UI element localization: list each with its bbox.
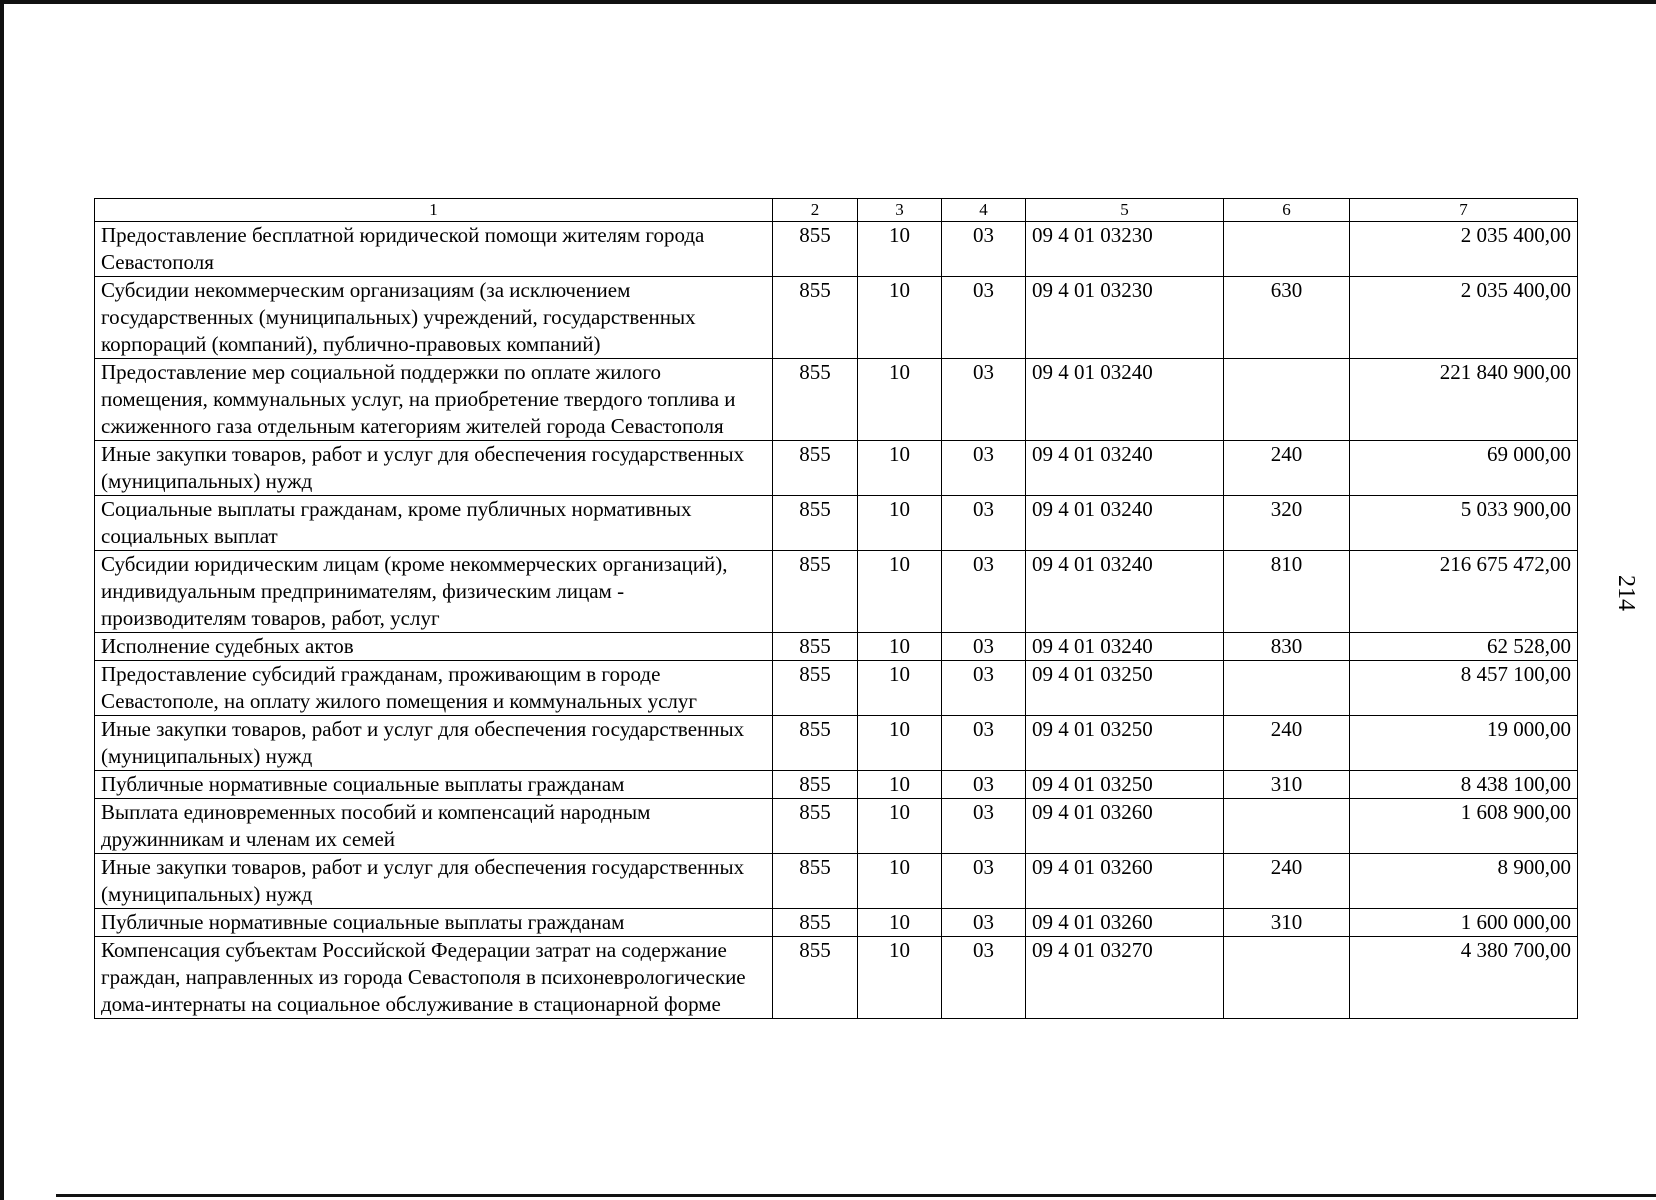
expense-type-cell: 810 <box>1224 551 1350 633</box>
ministry-code-cell: 855 <box>773 771 858 799</box>
table-row <box>95 277 1578 359</box>
target-article-cell: 09 4 01 03260 <box>1026 909 1224 937</box>
amount-cell: 2 035 400,00 <box>1350 277 1578 359</box>
amount-cell: 216 675 472,00 <box>1350 551 1578 633</box>
subsection-cell: 03 <box>942 359 1026 441</box>
ministry-code-cell: 855 <box>773 799 858 854</box>
row-name-cell: Публичные нормативные социальные выплаты гражданам <box>95 771 773 799</box>
target-article-cell: 09 4 01 03240 <box>1026 441 1224 496</box>
table-row <box>95 551 1578 633</box>
ministry-code-cell: 855 <box>773 716 858 771</box>
amount-cell: 5 033 900,00 <box>1350 496 1578 551</box>
expense-type-cell <box>1224 799 1350 854</box>
column-header: 4 <box>942 199 1026 222</box>
column-header: 2 <box>773 199 858 222</box>
row-name-cell: Социальные выплаты гражданам, кроме публичных нормативных социальных выплат <box>95 496 773 551</box>
row-name-cell: Выплата единовременных пособий и компенсаций народным дружинникам и членам их семей <box>95 799 773 854</box>
row-name-cell: Иные закупки товаров, работ и услуг для обеспечения государственных (муниципальных) нужд <box>95 716 773 771</box>
section-cell: 10 <box>858 441 942 496</box>
table-row <box>95 937 1578 1019</box>
table-row <box>95 359 1578 441</box>
ministry-code-cell: 855 <box>773 496 858 551</box>
expense-type-cell: 830 <box>1224 633 1350 661</box>
section-cell: 10 <box>858 771 942 799</box>
target-article-cell: 09 4 01 03240 <box>1026 496 1224 551</box>
table-row <box>95 441 1578 496</box>
section-cell: 10 <box>858 937 942 1019</box>
section-cell: 10 <box>858 551 942 633</box>
subsection-cell: 03 <box>942 854 1026 909</box>
subsection-cell: 03 <box>942 277 1026 359</box>
row-name-cell: Иные закупки товаров, работ и услуг для обеспечения государственных (муниципальных) нужд <box>95 441 773 496</box>
ministry-code-cell: 855 <box>773 633 858 661</box>
expense-type-cell: 240 <box>1224 716 1350 771</box>
expense-type-cell: 320 <box>1224 496 1350 551</box>
row-name-cell: Публичные нормативные социальные выплаты гражданам <box>95 909 773 937</box>
amount-cell: 221 840 900,00 <box>1350 359 1578 441</box>
subsection-cell: 03 <box>942 716 1026 771</box>
target-article-cell: 09 4 01 03250 <box>1026 661 1224 716</box>
ministry-code-cell: 855 <box>773 441 858 496</box>
section-cell: 10 <box>858 359 942 441</box>
section-cell: 10 <box>858 661 942 716</box>
section-cell: 10 <box>858 277 942 359</box>
table-row <box>95 854 1578 909</box>
table-row <box>95 633 1578 661</box>
ministry-code-cell: 855 <box>773 909 858 937</box>
target-article-cell: 09 4 01 03230 <box>1026 277 1224 359</box>
column-header: 3 <box>858 199 942 222</box>
subsection-cell: 03 <box>942 661 1026 716</box>
column-number-header-row <box>95 199 1578 222</box>
subsection-cell: 03 <box>942 771 1026 799</box>
target-article-cell: 09 4 01 03260 <box>1026 799 1224 854</box>
column-header: 1 <box>95 199 773 222</box>
table-row <box>95 222 1578 277</box>
amount-cell: 8 900,00 <box>1350 854 1578 909</box>
page-number: 214 <box>1613 575 1639 611</box>
ministry-code-cell: 855 <box>773 661 858 716</box>
ministry-code-cell: 855 <box>773 359 858 441</box>
target-article-cell: 09 4 01 03240 <box>1026 633 1224 661</box>
expense-type-cell: 630 <box>1224 277 1350 359</box>
section-cell: 10 <box>858 854 942 909</box>
subsection-cell: 03 <box>942 441 1026 496</box>
table-row <box>95 661 1578 716</box>
subsection-cell: 03 <box>942 222 1026 277</box>
row-name-cell: Предоставление мер социальной поддержки по оплате жилого помещения, коммунальных услуг, на приобретение твердого топлива и сжиженного газа отдельным категориям жителей города Севастополя <box>95 359 773 441</box>
section-cell: 10 <box>858 799 942 854</box>
column-header: 6 <box>1224 199 1350 222</box>
expense-type-cell: 240 <box>1224 854 1350 909</box>
ministry-code-cell: 855 <box>773 551 858 633</box>
table-row <box>95 909 1578 937</box>
amount-cell: 1 600 000,00 <box>1350 909 1578 937</box>
ministry-code-cell: 855 <box>773 222 858 277</box>
ministry-code-cell: 855 <box>773 854 858 909</box>
amount-cell: 62 528,00 <box>1350 633 1578 661</box>
section-cell: 10 <box>858 633 942 661</box>
column-header: 7 <box>1350 199 1578 222</box>
scan-border-left <box>0 0 4 1200</box>
column-header: 5 <box>1026 199 1224 222</box>
table-row <box>95 771 1578 799</box>
section-cell: 10 <box>858 716 942 771</box>
target-article-cell: 09 4 01 03240 <box>1026 359 1224 441</box>
scan-border-top <box>0 0 1656 4</box>
row-name-cell: Субсидии юридическим лицам (кроме некоммерческих организаций), индивидуальным предпринимателям, физическим лицам - производителям товаров, работ, услуг <box>95 551 773 633</box>
table-row <box>95 799 1578 854</box>
amount-cell: 4 380 700,00 <box>1350 937 1578 1019</box>
amount-cell: 69 000,00 <box>1350 441 1578 496</box>
section-cell: 10 <box>858 496 942 551</box>
expense-type-cell <box>1224 359 1350 441</box>
subsection-cell: 03 <box>942 633 1026 661</box>
row-name-cell: Иные закупки товаров, работ и услуг для обеспечения государственных (муниципальных) нужд <box>95 854 773 909</box>
target-article-cell: 09 4 01 03270 <box>1026 937 1224 1019</box>
amount-cell: 8 457 100,00 <box>1350 661 1578 716</box>
row-name-cell: Предоставление бесплатной юридической помощи жителям города Севастополя <box>95 222 773 277</box>
subsection-cell: 03 <box>942 799 1026 854</box>
section-cell: 10 <box>858 909 942 937</box>
expense-type-cell: 240 <box>1224 441 1350 496</box>
subsection-cell: 03 <box>942 496 1026 551</box>
expense-type-cell <box>1224 222 1350 277</box>
scan-border-bottom <box>56 1194 1656 1197</box>
row-name-cell: Компенсация субъектам Российской Федерации затрат на содержание граждан, направленных из города Севастополя в психоневрологические дома-интернаты на социальное обслуживание в стационарной форме <box>95 937 773 1019</box>
subsection-cell: 03 <box>942 551 1026 633</box>
amount-cell: 8 438 100,00 <box>1350 771 1578 799</box>
expense-type-cell <box>1224 937 1350 1019</box>
expense-type-cell: 310 <box>1224 771 1350 799</box>
row-name-cell: Исполнение судебных актов <box>95 633 773 661</box>
ministry-code-cell: 855 <box>773 937 858 1019</box>
table-row <box>95 716 1578 771</box>
subsection-cell: 03 <box>942 937 1026 1019</box>
ministry-code-cell: 855 <box>773 277 858 359</box>
subsection-cell: 03 <box>942 909 1026 937</box>
row-name-cell: Предоставление субсидий гражданам, проживающим в городе Севастополе, на оплату жилого помещения и коммунальных услуг <box>95 661 773 716</box>
expense-type-cell <box>1224 661 1350 716</box>
budget-table <box>94 198 1578 1019</box>
amount-cell: 19 000,00 <box>1350 716 1578 771</box>
target-article-cell: 09 4 01 03250 <box>1026 716 1224 771</box>
target-article-cell: 09 4 01 03260 <box>1026 854 1224 909</box>
amount-cell: 2 035 400,00 <box>1350 222 1578 277</box>
section-cell: 10 <box>858 222 942 277</box>
target-article-cell: 09 4 01 03250 <box>1026 771 1224 799</box>
table-row <box>95 496 1578 551</box>
expense-type-cell: 310 <box>1224 909 1350 937</box>
row-name-cell: Субсидии некоммерческим организациям (за исключением государственных (муниципальных) учреждений, государственных корпораций (компаний), публично-правовых компаний) <box>95 277 773 359</box>
target-article-cell: 09 4 01 03240 <box>1026 551 1224 633</box>
target-article-cell: 09 4 01 03230 <box>1026 222 1224 277</box>
amount-cell: 1 608 900,00 <box>1350 799 1578 854</box>
